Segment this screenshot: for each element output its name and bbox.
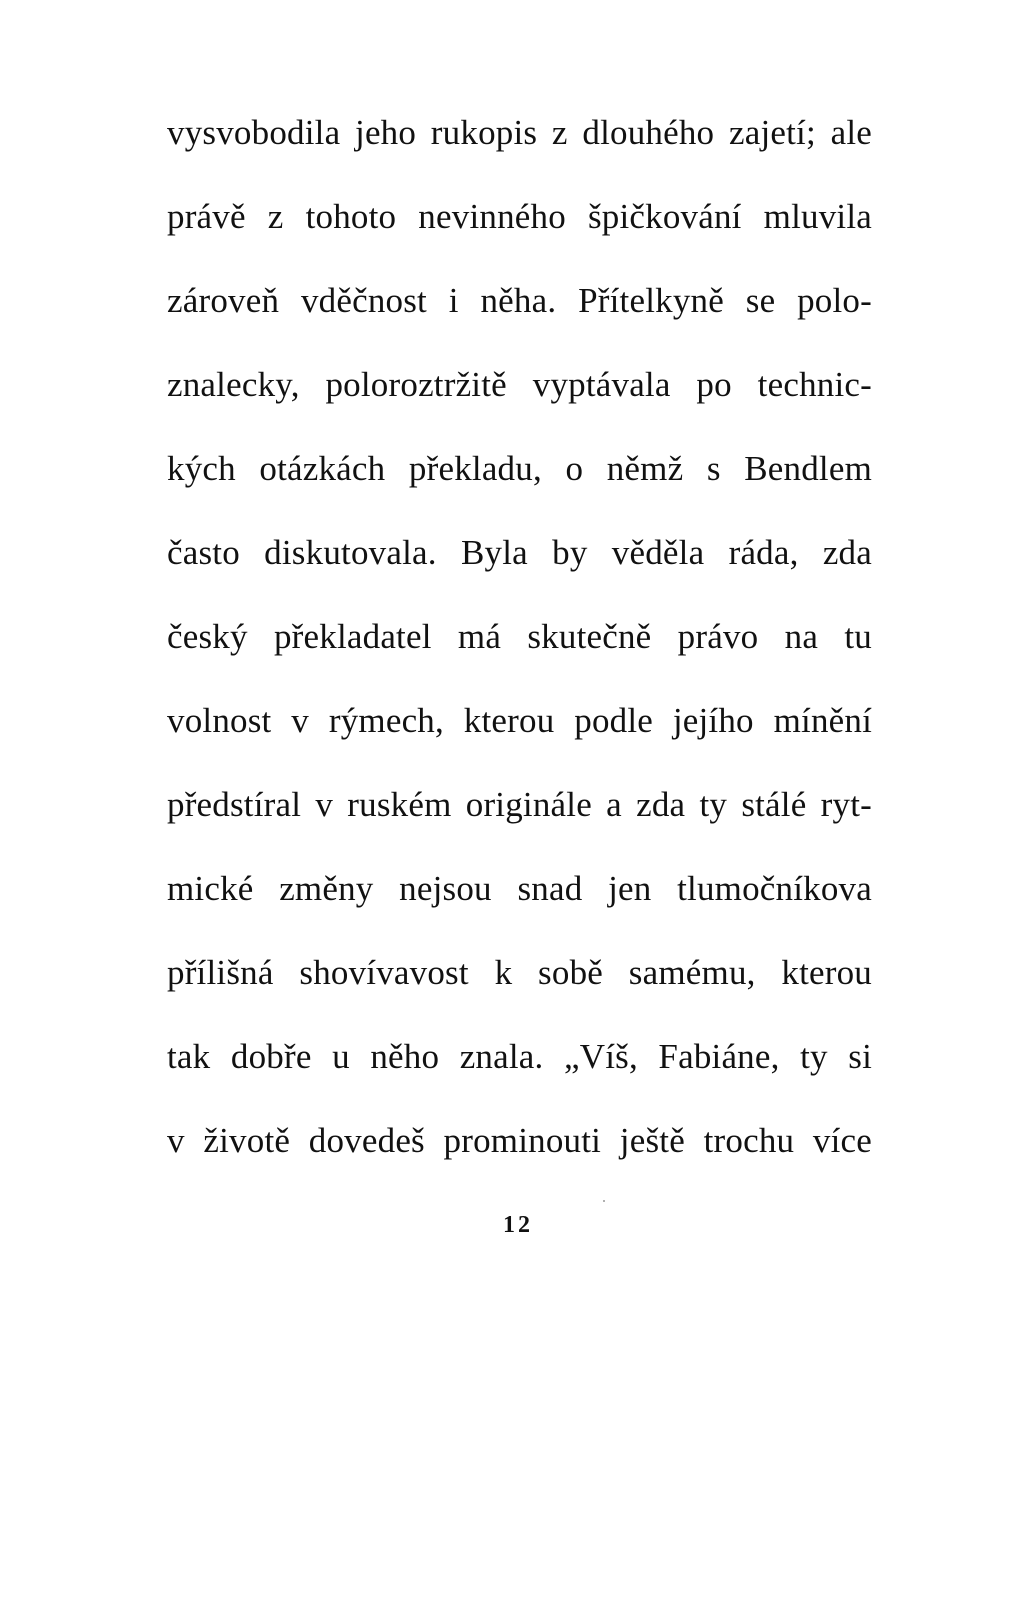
text-line: často diskutovala. Byla by věděla ráda, zda <box>167 533 872 572</box>
text-line: znalecky, poloroztržitě vyptávala po technic- <box>167 365 872 404</box>
page-number: 12 <box>503 1212 533 1238</box>
text-line: mické změny nejsou snad jen tlumočníkova <box>167 869 872 908</box>
body-text <box>167 108 872 1200</box>
text-line: zároveň vděčnost i něha. Přítelkyně se polo- <box>167 281 872 320</box>
text-line: vysvobodila jeho rukopis z dlouhého zajetí; ale <box>167 113 872 152</box>
text-line: právě z tohoto nevinného špičkování mluvila <box>167 197 872 236</box>
text-line: tak dobře u něho znala. „Víš, Fabiáne, ty si <box>167 1037 872 1076</box>
text-line: český překladatel má skutečně právo na tu <box>167 617 872 656</box>
text-line: kých otázkách překladu, o němž s Bendlem <box>167 449 872 488</box>
text-line: volnost v rýmech, kterou podle jejího mínění <box>167 701 872 740</box>
text-line: přílišná shovívavost k sobě samému, kterou <box>167 953 872 992</box>
text-line: v životě dovedeš prominouti ještě trochu více <box>167 1121 872 1160</box>
print-speck <box>603 1200 605 1202</box>
text-line: předstíral v ruském originále a zda ty stálé ryt- <box>167 785 872 824</box>
